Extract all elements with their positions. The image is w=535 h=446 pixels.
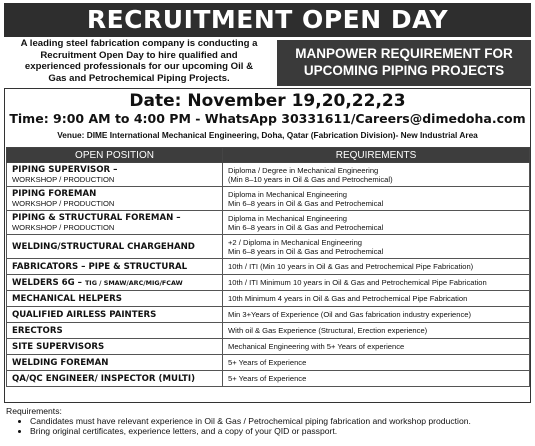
position-cell	[7, 323, 223, 339]
event-time-contact: Time: 9:00 AM to 4:00 PM - WhatsApp 30331611/Careers@dimedoha.com	[9, 111, 526, 126]
table-row	[7, 339, 530, 355]
position-cell	[7, 235, 223, 259]
requirement-cell	[223, 307, 530, 323]
requirement-line: 5+ Years of Experience	[228, 358, 307, 367]
requirement-line: Mechanical Engineering with 5+ Years of experience	[228, 342, 405, 351]
table-row	[7, 275, 530, 291]
position-cell	[7, 371, 223, 387]
requirement-line: Min 6–8 years in Oil & Gas and Petrochemical	[228, 246, 384, 256]
requirement-line: Min 3+Years of Experience (Oil and Gas fabrication industry experience)	[228, 310, 472, 319]
requirement-cell	[223, 275, 530, 291]
requirement-line: +2 / Diploma in Mechanical Engineering	[228, 237, 363, 247]
requirement-cell	[223, 291, 530, 307]
position-title: QUALIFIED AIRLESS PAINTERS	[12, 309, 157, 320]
intro-line: Gas and Petrochemical Piping Projects.	[48, 72, 230, 84]
event-date: Date: November 19,20,22,23	[129, 91, 406, 111]
requirement-line: 10th / ITI Minimum 10 years in Oil & Gas and Petrochemical Pipe Fabrication	[228, 278, 487, 287]
position-title: PIPING & STRUCTURAL FOREMAN –	[12, 213, 181, 223]
position-cell	[7, 307, 223, 323]
requirement-cell	[223, 259, 530, 275]
requirement-line: Diploma / Degree in Mechanical Engineering	[228, 165, 379, 175]
requirement-line: 5+ Years of Experience	[228, 374, 307, 383]
intro-line: A leading steel fabrication company is conducting a	[20, 38, 258, 49]
footer-item: • Bring original certificates, experience letters, and a copy of your QID or passport.	[30, 426, 531, 436]
table-row	[7, 371, 530, 387]
table-row	[7, 187, 530, 211]
requirement-cell	[223, 355, 530, 371]
requirement-cell	[223, 163, 530, 187]
position-title: ERECTORS	[12, 325, 63, 336]
position-cell	[7, 275, 223, 291]
table-row	[7, 355, 530, 371]
requirement-line: 10th Minimum 4 years in Oil & Gas and Petrochemical Pipe Fabrication	[228, 294, 468, 303]
requirement-line: Diploma in Mechanical Engineering	[228, 189, 348, 199]
position-title: PIPING FOREMAN	[12, 189, 97, 199]
intro-text	[4, 38, 274, 88]
requirement-line: Diploma in Mechanical Engineering	[228, 213, 348, 223]
position-cell	[7, 259, 223, 275]
position-title: MECHANICAL HELPERS	[12, 293, 122, 304]
table-row	[7, 235, 530, 259]
requirement-cell	[223, 235, 530, 259]
position-detail: TIG / SMAW/ARC/MIG/FCAW	[84, 278, 183, 287]
table-row	[7, 323, 530, 339]
requirement-line: Min 6–8 years in Oil & Gas and Petrochemical	[228, 222, 384, 232]
header-open-position: OPEN POSITION	[7, 148, 223, 163]
event-venue: Venue: DIME International Mechanical Engineering, Doha, Qatar (Fabrication Division)- New Industrial Area	[57, 130, 478, 140]
requirement-line: Min 6–8 years in Oil & Gas and Petrochemical	[228, 198, 384, 208]
requirement-cell	[223, 371, 530, 387]
requirement-line: With oil & Gas Experience (Structural, Erection experience)	[228, 326, 428, 335]
position-cell	[7, 355, 223, 371]
table-row	[7, 211, 530, 235]
position-cell	[7, 339, 223, 355]
table-row	[7, 259, 530, 275]
position-title: WELDING/STRUCTURAL CHARGEHAND	[12, 241, 195, 252]
banner-title: RECRUITMENT OPEN DAY	[4, 3, 531, 37]
table-row	[7, 291, 530, 307]
position-title: QA/QC ENGINEER/ INSPECTOR (MULTI)	[12, 373, 196, 384]
position-title: SITE SUPERVISORS	[12, 341, 105, 352]
position-cell	[7, 163, 223, 187]
footer-title: Requirements:	[6, 406, 62, 416]
position-department: WORKSHOP / PRODUCTION	[12, 223, 115, 232]
positions-table	[6, 147, 530, 387]
position-title: FABRICATORS – PIPE & STRUCTURAL	[12, 261, 188, 272]
table-row	[7, 307, 530, 323]
position-department: WORKSHOP / PRODUCTION	[12, 199, 115, 208]
footer-item: • Candidates must have relevant experience in Oil & Gas / Petrochemical piping fabrication and workshop production.	[30, 416, 531, 426]
position-title: WELDERS 6G –	[12, 277, 85, 288]
manpower-line: MANPOWER REQUIREMENT FOR	[295, 46, 513, 61]
position-cell	[7, 211, 223, 235]
footer-requirements	[6, 406, 531, 436]
requirement-cell	[223, 323, 530, 339]
manpower-requirement-box	[277, 40, 531, 86]
intro-line: experienced professionals for our upcoming Oil &	[24, 61, 254, 72]
requirement-cell	[223, 339, 530, 355]
header-requirements: REQUIREMENTS	[223, 148, 530, 163]
position-title: WELDING FOREMAN	[12, 357, 109, 368]
manpower-line: UPCOMING PIPING PROJECTS	[303, 63, 505, 78]
position-cell	[7, 187, 223, 211]
requirement-cell	[223, 187, 530, 211]
requirement-line: 10th / ITI (Min 10 years in Oil & Gas and Petrochemical Pipe Fabrication)	[228, 262, 474, 271]
position-department: WORKSHOP / PRODUCTION	[12, 175, 115, 184]
position-title: PIPING SUPERVISOR –	[12, 165, 118, 175]
requirement-cell	[223, 211, 530, 235]
requirement-line: (Min 8–10 years in Oil & Gas and Petrochemical)	[228, 174, 393, 184]
position-cell	[7, 291, 223, 307]
table-row	[7, 163, 530, 187]
intro-line: Recruitment Open Day to hire qualified and	[40, 49, 238, 61]
